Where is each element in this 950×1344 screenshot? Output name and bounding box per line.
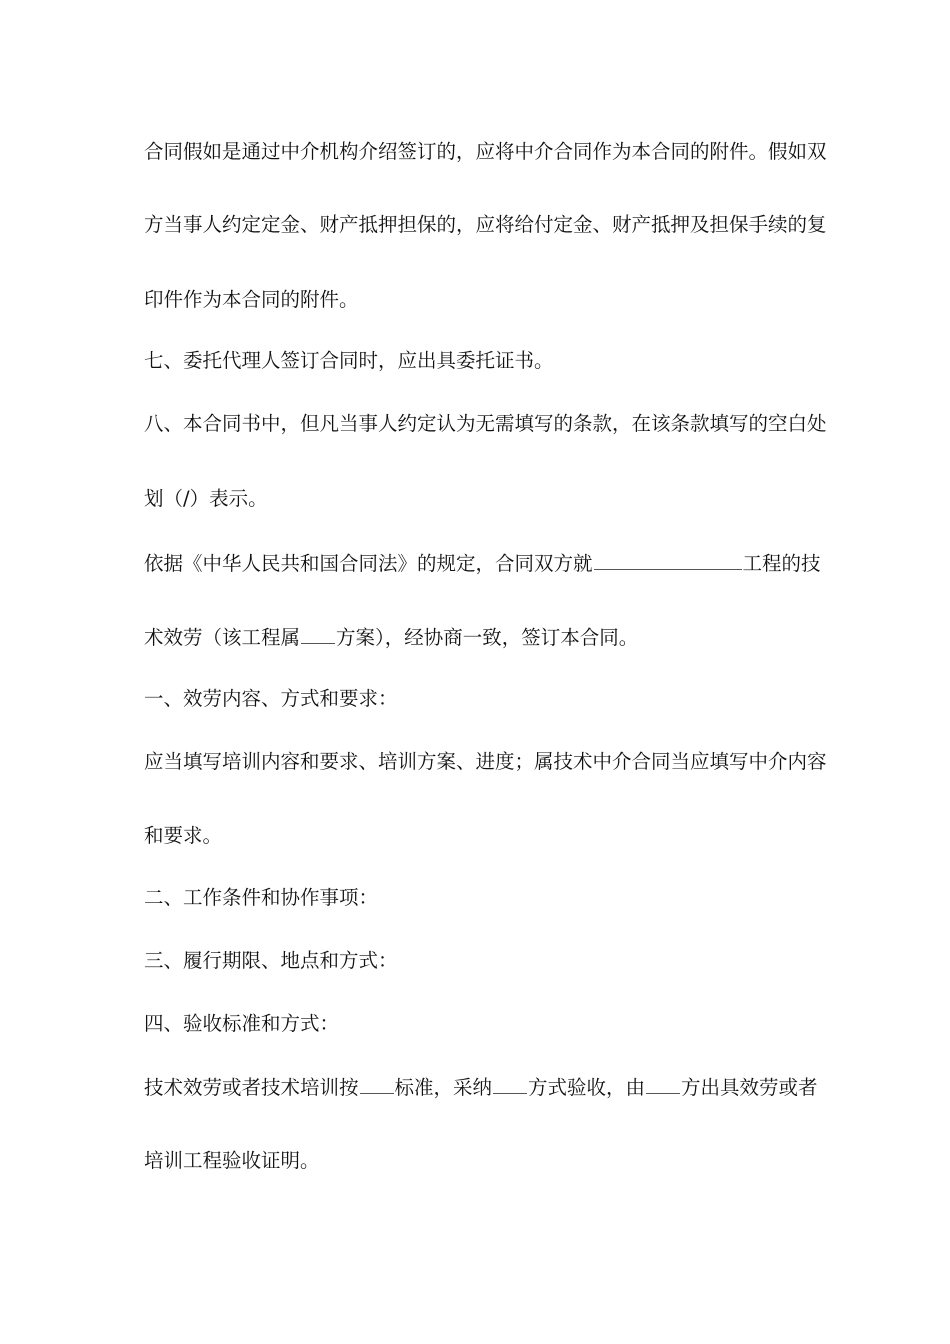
paragraph-line: 和要求。 bbox=[144, 824, 223, 847]
clause-seven: 七、委托代理人签订合同时，应出具委托证书。 bbox=[144, 349, 554, 372]
paragraph-line: 应当填写培训内容和要求、培训方案、进度；属技术中介合同当应填写中介内容 bbox=[144, 750, 827, 773]
standard-blank bbox=[360, 1073, 394, 1094]
section-heading-two: 二、工作条件和协作事项： bbox=[144, 886, 379, 909]
section-heading-one: 一、效劳内容、方式和要求： bbox=[144, 687, 398, 710]
preamble-text: 方案），经协商一致，签订本合同。 bbox=[336, 626, 639, 649]
paragraph-line: 合同假如是通过中介机构介绍签订的，应将中介合同作为本合同的附件。假如双 bbox=[144, 140, 827, 163]
paragraph-line: 方当事人约定定金、财产抵押担保的，应将给付定金、财产抵押及担保手续的复 bbox=[144, 213, 827, 236]
project-name-blank bbox=[594, 549, 742, 570]
party-blank bbox=[646, 1073, 680, 1094]
clause-eight: 八、本合同书中，但凡当事人约定认为无需填写的条款，在该条款填写的空白处 bbox=[144, 412, 827, 435]
section-heading-four: 四、验收标准和方式： bbox=[144, 1012, 340, 1035]
preamble-text: 术效劳（该工程属 bbox=[144, 626, 301, 649]
method-blank bbox=[493, 1073, 527, 1094]
plan-type-blank bbox=[301, 623, 335, 644]
acceptance-text: 方式验收，由 bbox=[528, 1076, 646, 1099]
acceptance-text: 方出具效劳或者 bbox=[681, 1076, 818, 1099]
paragraph-line: 培训工程验收证明。 bbox=[144, 1149, 320, 1172]
acceptance-text: 标准，采纳 bbox=[394, 1076, 493, 1099]
preamble-text: 依据《中华人民共和国合同法》的规定，合同双方就 bbox=[144, 552, 593, 575]
acceptance-line bbox=[144, 1073, 818, 1101]
preamble-text: 工程的技 bbox=[742, 552, 821, 575]
paragraph-line: 印件作为本合同的附件。 bbox=[144, 288, 359, 311]
preamble-line bbox=[144, 623, 638, 651]
section-heading-three: 三、履行期限、地点和方式： bbox=[144, 949, 398, 972]
acceptance-text: 技术效劳或者技术培训按 bbox=[144, 1076, 359, 1099]
preamble-line bbox=[144, 549, 821, 577]
paragraph-line: 划（/）表示。 bbox=[144, 487, 268, 510]
